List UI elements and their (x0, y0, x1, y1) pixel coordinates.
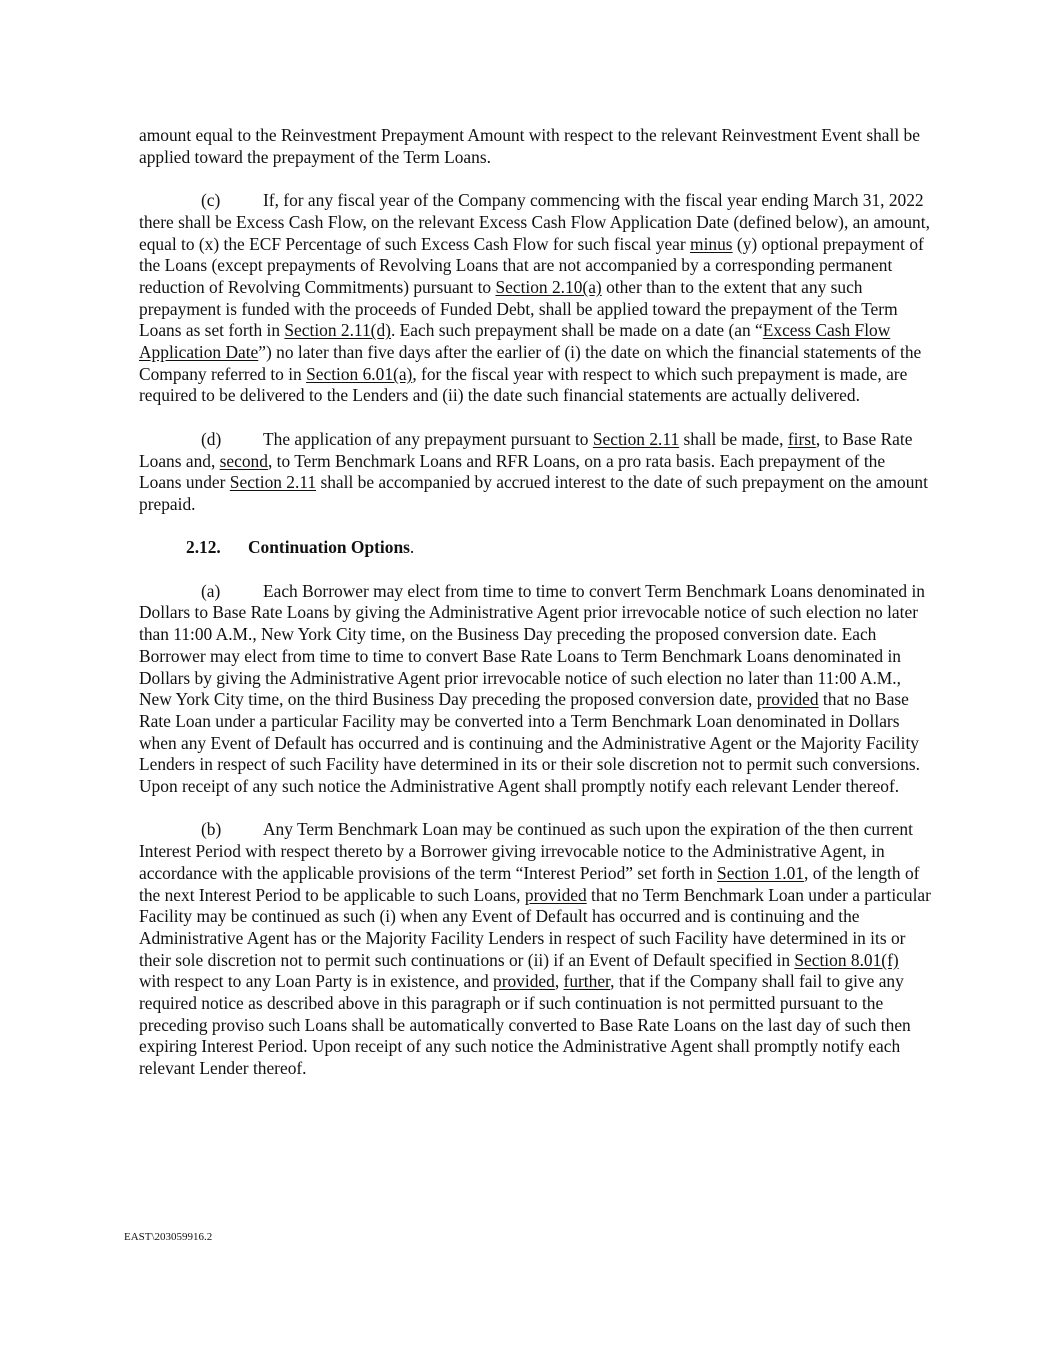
paragraph-continuation (139, 125, 931, 168)
emphasis-term: provided (493, 971, 555, 992)
paragraph-c (139, 190, 931, 407)
emphasis-term: second (219, 450, 268, 471)
section-reference: Section 8.01(f) (794, 949, 899, 970)
emphasis-term: provided (756, 689, 819, 710)
paragraph-text: with respect to any Loan Party is in existence, and (139, 971, 493, 992)
paragraph-text: . Each such prepayment shall be made on a date (an “ (390, 320, 763, 341)
paragraph-text: Each Borrower may elect from time to time to convert Term Benchmark Loans denominated in Dollars to Base Rate Loans by giving the Administrative Agent prior irrevocable notice of such election no later than 11:00 A.M., New York City time, on the Business Day preceding the proposed conversion date. Each Borrower may elect from time to time to convert Base Rate Loans to Term Benchmark Loans denominated in Dollars by giving the Administrative Agent prior irrevocable notice of such election no later than 11:00 A.M., New York City time, on the third Business Day preceding the proposed conversion date, (139, 580, 925, 710)
section-reference: Section 6.01(a) (306, 363, 413, 384)
paragraph-text: shall be accompanied by accrued interest to the date of such prepayment on the amount prepaid. (139, 472, 928, 514)
paragraph-b (139, 819, 931, 1079)
document-page (139, 125, 931, 1102)
emphasis-term: provided (524, 884, 587, 905)
emphasis-term: first (787, 428, 816, 449)
defined-term-minus: minus (690, 233, 733, 254)
paragraph-text: ”) no later than five days after the earlier of (i) the date on which the financial statements of the Company referred to in (139, 342, 922, 384)
section-title: Continuation Options (248, 537, 410, 558)
paragraph-label: (a) (201, 580, 221, 601)
paragraph-text: , of the length of the next Interest Period to be applicable to such Loans, (139, 862, 920, 905)
emphasis-term: further (563, 971, 611, 992)
paragraph-label: (b) (201, 819, 222, 840)
paragraph-d (139, 429, 931, 516)
paragraph-text: , that if the Company shall fail to give any required notice as described above in this paragraph or if such continuation is not permitted pursuant to the preceding proviso such Loans shall be automatically converted to Base Rate Loans on the last day of such then expiring Interest Period. Upon receipt of any such notice the Administrative Agent shall promptly notify each relevant Lender thereof. (139, 971, 911, 1079)
paragraph-text: amount equal to the Reinvestment Prepayment Amount with respect to the relevant Reinvestment Event shall be applied toward the prepayment of the Term Loans. (139, 125, 920, 167)
paragraph-text: , (554, 971, 564, 992)
paragraph-text: Any Term Benchmark Loan may be continued as such upon the expiration of the then current Interest Period with respect thereto by a Borrower giving irrevocable notice to the Administrative Agent, in accordance with the applicable provisions of the term “Interest Period” set forth in (139, 819, 913, 883)
paragraph-text: If, for any fiscal year of the Company commencing with the fiscal year ending March 31, 2022 there shall be Excess Cash Flow, on the relevant Excess Cash Flow Application Date (defined below), an amount, equal to (x) the ECF Percentage of such Excess Cash Flow for such fiscal year (139, 190, 930, 254)
section-heading (139, 537, 931, 559)
paragraph-text: that no Base Rate Loan under a particular Facility may be converted into a Term Benchmark Loan denominated in Dollars when any Event of Default has occurred and is continuing and the Administrative Agent or the Majority Facility Lenders in respect of such Facility have determined in its or their sole discretion not to permit such conversions. Upon receipt of any such notice the Administrative Agent shall promptly notify each relevant Lender thereof. (139, 689, 920, 797)
section-reference: Section 2.10(a) (495, 276, 602, 297)
section-number: 2.12. (186, 537, 221, 558)
paragraph-text: (y) optional prepayment of the Loans (except prepayments of Revolving Loans that are not accompanied by a corresponding permanent reduction of Revolving Commitments) pursuant to (139, 233, 924, 297)
section-reference: Section 2.11 (592, 428, 680, 449)
paragraph-text: other than to the extent that any such prepayment is funded with the proceeds of Funded Debt, shall be applied toward the prepayment of the Term Loans as set forth in (139, 276, 898, 341)
section-reference: Section 2.11(d) (284, 320, 391, 341)
section-title-period: . (409, 537, 415, 558)
defined-term: Excess Cash Flow Application Date (139, 320, 891, 363)
paragraph-text: that no Term Benchmark Loan under a particular Facility may be continued as such (i) when any Event of Default has occurred and is continuing and the Administrative Agent has or the Majority Facility Lenders in respect of such Facility have determined in its or their sole discretion not to permit such continuations or (ii) if an Event of Default specified in (139, 884, 931, 970)
section-reference: Section 1.01 (717, 862, 804, 883)
footer-document-id: EAST\203059916.2 (124, 1231, 213, 1243)
paragraph-label: (c) (201, 190, 221, 211)
paragraph-label: (d) (201, 428, 222, 449)
paragraph-text: The application of any prepayment pursuant to (263, 428, 593, 449)
section-reference: Section 2.11 (229, 472, 317, 493)
paragraph-a (139, 581, 931, 798)
paragraph-text: , for the fiscal year with respect to which such prepayment is made, are required to be delivered to the Lenders and (ii) the date such financial statements are actually delivered. (139, 363, 908, 406)
paragraph-text: , to Base Rate Loans and, (139, 428, 913, 471)
paragraph-text: shall be made, (679, 428, 788, 449)
paragraph-text: , to Term Benchmark Loans and RFR Loans, on a pro rata basis. Each prepayment of the Loans under (139, 450, 886, 493)
